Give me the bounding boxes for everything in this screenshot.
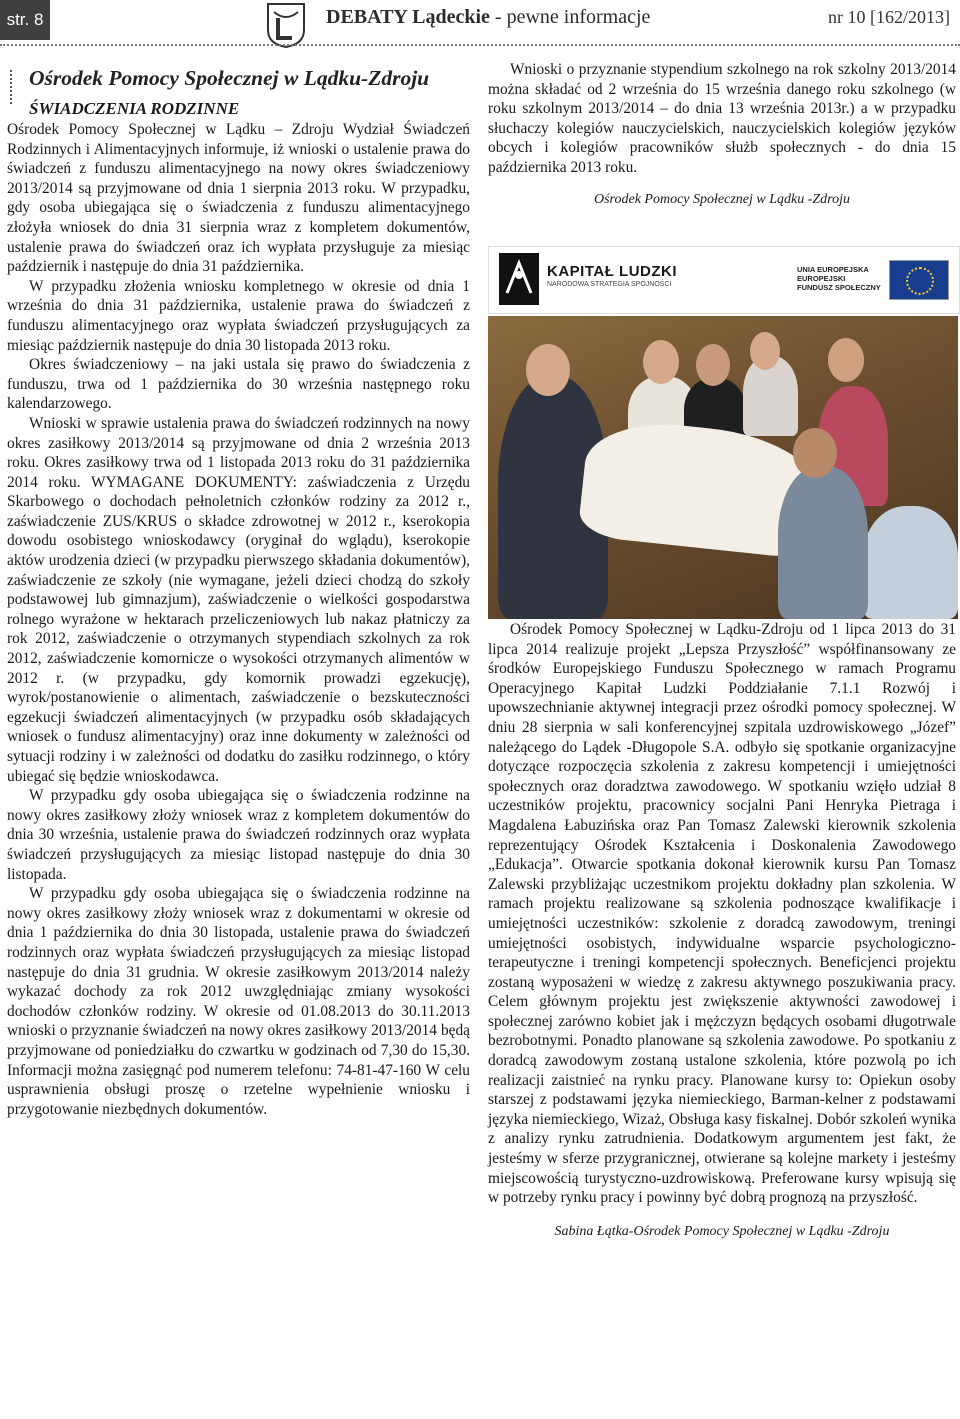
kapital-ludzki-title: KAPITAŁ LUDZKI <box>547 263 678 280</box>
eu-flag-icon <box>889 260 949 300</box>
photo-figure <box>793 428 837 478</box>
photo-figure <box>696 344 730 386</box>
photo-figure <box>526 344 570 396</box>
article-subtitle: ŚWIADCZENIA RODZINNE <box>29 99 240 118</box>
paragraph: Ośrodek Pomocy Społecznej w Lądku-Zdroju od 1 lipca 2013 do 31 lipca 2014 realizuje projekt „Lepsza Przyszłość” współfinansowany ze środków Europejskiego Funduszu Społecznego w ramach Programu Operacyjnego Kapitał Ludzki Poddziałanie 7.1.1 Rozwój i upowszechnianie aktywnej integracji przez ośrodki pomocy społecznej. W dniu 28 sierpnia w sali konferencyjnej szpitala uzdrowiskowego „Józef” należącego do Lądek -Długopole S.A. odbyło się spotkanie organizacyjne dotyczące rozpoczęcia szkolenia z zakresu kompetencji i umiejętności społecznych oraz doradztwa zawodowego. W spotkaniu wzięło udział 8 uczestników projektu, pracownicy socjalni Pani Henryka Pietraga i Magdalena Łabuzińska oraz Pan Tomasz Zalewski kierownik szkolenia reprezentujący Ośrodek Kształcenia i Doskonalenia Zawodowego „Edukacja”. Otwarcie spotkania dokonał kierownik kursu Pan Tomasz Zalewski przybliżając uczestnikom projektu dokładny plan szkolenia. W ramach projektu realizowane są szkolenia podnoszące kwalifikacje i umiejętności uczestników: szkolenie z doradcą zawodowym, treningi umiejętności osobistych, indywidualne wsparcie psychologiczno-terapeutyczne i treningi kompetencji społecznych. Beneficjenci projektu zostaną wyposażeni w wiedzę z zakresu aktywnego poszukiwania pracy. Celem głównym projektu jest zwiększenie aktywności zawodowej i społecznej zarówno kobiet jak i mężczyzn będących osobami długotrwale bezrobotnymi. Ponadto planowane są szkolenia zawodowe. Po spotkaniu z doradcą zawodowym zostaną ustalone szkolenia, które pozwolą po ich realizacji zaistnieć na rynku pracy. Planowane kursy to: Opiekun osoby starszej z podstawami języka niemieckiego, Barman-kelner z podstawami języka niemieckiego, Wizaż, Obsługa kasy fiskalnej. Dobór szkoleń wynika z analizy rynku zatrudnienia. Dodatkowym argumentem jest fakt, że jesteśmy w sferze przygranicznej, otwierane są kolejne markety i jesteśmy miejscowością turystyczno-uzdrowiskową. Preferowane kursy wpisują się w potrzeby rynku pracy i powinny być dobrą prognozą na przyszłość. <box>488 621 956 1207</box>
right-column-top <box>488 60 956 208</box>
notice-signature: Ośrodek Pomocy Społecznej w Lądku -Zdroju <box>594 191 850 207</box>
eu-fund-label <box>797 265 881 292</box>
kapital-ludzki-logo-icon <box>499 253 539 305</box>
issue-number: nr 10 [162/2013] <box>828 7 950 27</box>
paragraph: W przypadku gdy osoba ubiegająca się o świadczenia rodzinne na nowy okres zasiłkowy złoży wniosek wraz z kompletem dokumentów do dnia 30 września, ustalenie prawa do świadczeń rodzinnych oraz wypłata świadczeń przysługujących za miesiąc listopad następuje do dnia 30 listopada. <box>7 787 470 883</box>
page-number-tag <box>0 0 50 40</box>
eu-line: UNIA EUROPEJSKA <box>797 265 869 274</box>
kapital-ludzki-subtitle: NARODOWA STRATEGIA SPÓJNOŚCI <box>547 281 672 288</box>
paragraph: Wnioski o przyznanie stypendium szkolnego na rok szkolny 2013/2014 można składać od 2 września do 15 września danego roku szkolnego (w roku szkolnym 2013/2014 – do dnia 13 września 2013r.) a w przypadku słuchaczy kolegiów nauczycielskich, nauczycielskich kolegiów języków obcych i kolegiów pracowników służb społecznych - do dnia 15 października 2013 roku. <box>488 61 956 176</box>
page-number: str. 8 <box>6 10 44 29</box>
newspaper-logo <box>262 0 310 48</box>
paragraph: Ośrodek Pomocy Społecznej w Lądku – Zdroju Wydział Świadczeń Rodzinnych i Alimentacyjnych informuje, iż wnioski o ustalenie prawa do świadczeń z funduszu alimentacyjnego na nowy okres świadczeniowy 2013/2014 są przyjmowane od dnia 1 sierpnia 2013 roku. W przypadku, gdy osoba ubiegająca się o świadczenia z funduszu alimentacyjnego złożyła wniosek do dnia 31 sierpnia wraz z kompletem dokumentów, ustalenie prawa do świadczeń oraz ich wypłata przysługuje za miesiąc październik i następuje do dnia 31 października. <box>7 121 470 276</box>
photo-figure <box>643 340 679 384</box>
article-signature: Sabina Łątka-Ośrodek Pomocy Społecznej w Lądku -Zdroju <box>554 1223 890 1239</box>
masthead-tagline: - pewne informacje <box>489 6 651 28</box>
eu-funding-banner <box>488 246 960 314</box>
masthead-title: DEBATY Lądeckie <box>326 6 490 28</box>
paragraph: W przypadku złożenia wniosku kompletnego w okresie od dnia 1 września do dnia 31 października, ustalenie prawa do świadczeń z funduszu alimentacyjnego oraz wypłata świadczeń przysługujących za miesiąc październik następuje do dnia 30 listopada 2013 roku. <box>7 277 470 354</box>
eu-line: EUROPEJSKI <box>797 274 846 283</box>
eu-line: FUNDUSZ SPOŁECZNY <box>797 283 881 292</box>
project-article <box>488 620 956 1208</box>
photo-figure <box>750 332 780 370</box>
paragraph: W przypadku gdy osoba ubiegająca się o świadczenia rodzinne na nowy okres zasiłkowy złoży wniosek wraz z dokumentami w okresie od dnia 1 października do dnia 30 listopada, ustalenie prawa do świadczeń rodzinnych oraz wypłata świadczeń przysługujących za miesiąc listopad następuje do dnia 31 grudnia. W okresie zasiłkowym 2013/2014 należy wykazać dochody za rok 2012 uwzględniając zmiany wysokości dochodów członków rodziny. W okresie od 01.08.2013 do 30.11.2013 wnioski o przyznanie świadczeń na nowy okres zasiłkowy 2013/2014 będą przyjmowane od poniedziałku do czwartku w godzinach od 7,30 do 15,30. Informacji można zasięgnąć pod numerem telefonu: 74-81-47-160 W celu usprawnienia obsługi proszę o rzetelne wypełnienie wniosku i przygotowanie niezbędnych dokumentów. <box>7 885 470 1118</box>
header-divider <box>0 44 960 46</box>
meeting-photo <box>488 316 958 619</box>
right-column-bottom <box>488 620 956 1240</box>
left-column <box>7 66 470 1119</box>
paragraph: Okres świadczeniowy – na jaki ustala się prawo do świadczenia z funduszu, trwa od 1 października do 30 września następnego roku kalendarzowego. <box>7 356 470 413</box>
masthead <box>326 6 650 29</box>
article-body <box>7 120 470 1119</box>
article-title: Ośrodek Pomocy Społecznej w Lądku-Zdroju <box>29 66 430 90</box>
photo-figure <box>828 338 864 382</box>
scholarship-notice <box>488 60 956 178</box>
photo-figure <box>863 506 958 619</box>
paragraph: Wnioski w sprawie ustalenia prawa do świadczeń rodzinnych na nowy okres zasiłkowy 2013/2014 są przyjmowane od dnia 2 września 2013 roku. Okres zasiłkowy trwa od 1 listopada 2013 roku do 31 października 2014 roku. WYMAGANE DOKUMENTY: zaświadczenia z Urzędu Skarbowego o dochodach pełnoletnich członków rodziny za 2012 r., zaświadczenie ZUS/KRUS o składce zdrowotnej w 2012 r., kserokopia dowodu osobistego wnioskodawcy (oryginał do wglądu), kserokopie aktów urodzenia dzieci (w przypadku pierwszego składania dokumentów), zaświadczenie ze szkoły (nie wymagane, jeżeli dzieci chodzą do szkoły podstawowej lub gimnazjum), zaświadczenie o wielkości gospodarstwa rolnego wyrażone w hektarach przeliczeniowych lub nakaz płatniczy za rok 2012, zaświadczenie o otrzymanych stypendiach szkolnych za rok 2012, zaświadczenie komornicze o wysokości otrzymanych alimentów w 2012 r. (w przypadku, gdy komornik prowadzi egzekucję), wyrok/postanowienie o alimentach, zaświadczenie o bezskuteczności egzekucji świadczeń alimentacyjnych (w przypadku osób składających wniosek o fundusz alimentacyjny) oraz inne dokumenty w zależności od sytuacji rodziny i w zależności od dodatku do zasiłku rodzinnego, o który ubiegać się będzie wnioskodawca. <box>7 414 470 785</box>
photo-figure <box>778 466 868 619</box>
